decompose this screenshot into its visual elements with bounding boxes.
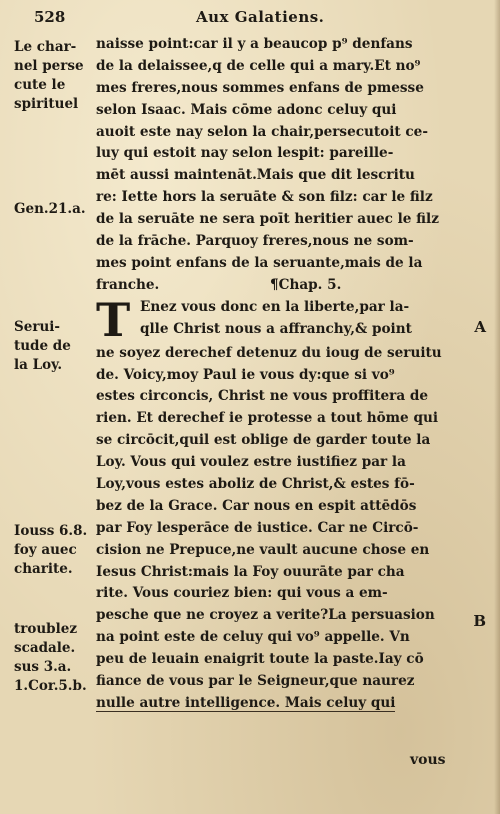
text-line: Enez vous donc en la liberte,par la- [140, 298, 410, 315]
text-line: mēt aussi maintenāt.Mais que dit lescritu [96, 167, 415, 184]
catchword: vous [410, 752, 446, 768]
section-mark-b: B [473, 612, 486, 630]
margin-note-line: sus 3.a. [14, 659, 72, 675]
margin-note-line: Le char- [14, 39, 77, 55]
margin-note-servitude [14, 318, 94, 375]
margin-note-line: charite. [14, 561, 73, 577]
margin-note-line: foy auec [14, 542, 77, 558]
margin-note-genesis [14, 200, 94, 219]
text-line: qlle Christ nous a affranchy,& point [140, 320, 412, 337]
margin-note-troublez [14, 620, 94, 696]
margin-note-line: spirituel [14, 96, 79, 112]
text-line: peu de leuain enaigrit toute la paste.Iay cō [96, 651, 424, 668]
text-line: re: Iette hors la seruāte & son filz: car le filz [96, 189, 433, 206]
margin-note-text [14, 318, 94, 375]
text-line: pesche que ne croyez a verite?La persuasion [96, 607, 435, 624]
text-line [96, 693, 462, 715]
running-title: Aux Galatiens. [196, 8, 325, 26]
text-line: rien. Et derechef ie protesse a tout hōme qui [96, 410, 438, 427]
margin-note-charnel [14, 38, 94, 114]
text-line: de la delaissee,q de celle qui a mary.Et no⁹ [96, 57, 421, 74]
text-body [96, 34, 462, 715]
folio-number: 528 [34, 8, 66, 26]
margin-note-line: la Loy. [14, 357, 63, 373]
text-line: Loy. Vous qui voulez estre iustifiez par la [96, 454, 406, 471]
margin-note-text [14, 522, 94, 579]
text-line: luy qui estoit nay selon lespit: pareille- [96, 145, 394, 162]
margin-note-line: scadale. [14, 640, 76, 656]
text-line: na point este de celuy qui vo⁹ appelle. Vn [96, 629, 410, 646]
text-line: naisse point:car il y a beaucop p⁹ denfans [96, 36, 413, 52]
chapter-5-opening [96, 292, 462, 347]
text-line: Iesus Christ:mais la Foy ouurāte par cha [96, 563, 405, 580]
margin-note-line: 1.Cor.5.b. [14, 678, 87, 694]
margin-note-foy [14, 522, 94, 579]
text-line [96, 275, 462, 297]
text-line: estes circoncis, Christ ne vous proffitera de [96, 388, 429, 405]
text-line: selon Isaac. Mais cōme adonc celuy qui [96, 101, 397, 118]
text-line: de. Voicy,moy Paul ie vous dy:que si vo⁹ [96, 366, 395, 383]
text-line: bez de la Grace. Car nous en espit attēdōs [96, 497, 417, 514]
chapter-heading: ¶Chap. 5. [270, 276, 342, 293]
drop-cap-initial: T [96, 292, 131, 347]
section-mark-a: A [474, 318, 486, 336]
margin-note-line: cute le [14, 77, 66, 93]
text-line: ne soyez derechef detenuz du ioug de seruitu [96, 344, 442, 361]
margin-note-line: Serui- [14, 319, 60, 335]
text-line: rite. Vous couriez bien: qui vous a em- [96, 585, 388, 602]
margin-note-line: troublez [14, 621, 77, 637]
margin-note-line: Iouss 6.8. [14, 523, 88, 539]
margin-note-text [14, 38, 94, 114]
page-header [34, 8, 488, 32]
text-line: mes point enfans de la seruante,mais de la [96, 254, 423, 271]
text-line: mes freres,nous sommes enfans de pmesse [96, 79, 424, 96]
text-line: auoit este nay selon la chair,persecutoit ce- [96, 123, 428, 140]
text-line: se circōcit,quil est oblige de garder toute la [96, 432, 431, 449]
page-edge-shadow [494, 0, 500, 814]
text-line: fiance de vous par le Seigneur,que naurez [96, 673, 415, 690]
text-line: de la seruāte ne sera poīt heritier auec le filz [96, 211, 439, 228]
text-line: Loy,vous estes aboliz de Christ,& estes fō- [96, 476, 415, 493]
margin-note-line: nel perse [14, 58, 84, 74]
margin-note-line: Gen.21.a. [14, 201, 86, 217]
margin-note-line: tude de [14, 338, 71, 354]
underlined-text: nulle autre intelligence. Mais celuy qui [96, 694, 396, 711]
margin-note-text [14, 620, 94, 696]
text-line: par Foy lesperāce de iustice. Car ne Circō- [96, 519, 419, 536]
text-line: de la frāche. Parquoy freres,nous ne som- [96, 233, 414, 250]
text-line: cision ne Prepuce,ne vault aucune chose en [96, 541, 430, 558]
margin-note-text [14, 200, 94, 219]
text-fragment: franche. [96, 276, 160, 293]
